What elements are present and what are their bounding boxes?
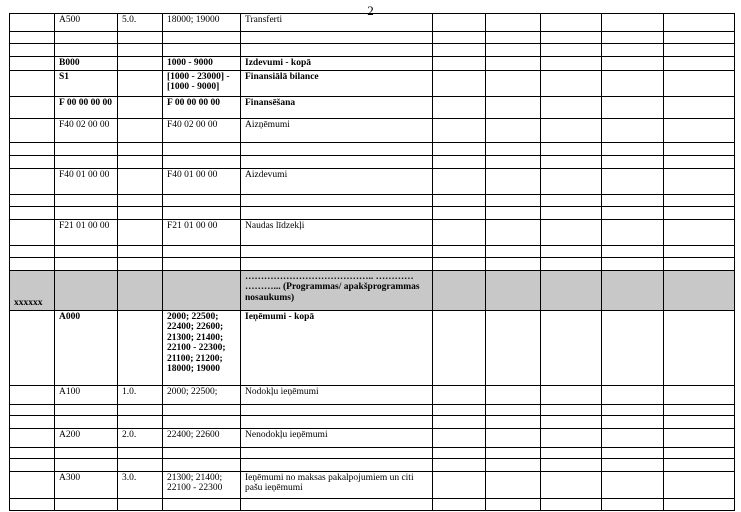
empty-cell <box>541 428 602 447</box>
blank-cell <box>10 44 55 57</box>
code-cell <box>55 404 118 415</box>
empty-cell <box>602 142 664 155</box>
empty-cell <box>486 498 541 510</box>
table-row <box>10 458 735 471</box>
name-cell: ………………………………….. ………… ………... (Programmas/ apakšprogrammas nosaukums) <box>241 270 433 310</box>
empty-cell <box>433 57 486 71</box>
table-row <box>10 245 735 257</box>
name-cell <box>241 155 433 168</box>
name-cell: Ieņēmumi - kopā <box>241 310 433 385</box>
empty-cell <box>602 32 664 44</box>
empty-cell <box>541 206 602 219</box>
empty-cell <box>664 70 735 96</box>
empty-cell <box>602 57 664 71</box>
empty-cell <box>541 142 602 155</box>
code-cell <box>55 32 118 44</box>
empty-cell <box>664 32 735 44</box>
table-row <box>10 14 735 32</box>
empty-cell <box>486 458 541 471</box>
section-cell <box>118 458 163 471</box>
blank-cell <box>10 168 55 194</box>
blank-cell <box>10 96 55 118</box>
section-cell <box>118 447 163 458</box>
code-cell <box>55 245 118 257</box>
code-cell <box>55 447 118 458</box>
empty-cell <box>664 194 735 206</box>
name-cell <box>241 257 433 270</box>
blank-cell <box>10 118 55 142</box>
empty-cell <box>541 14 602 32</box>
code-cell <box>55 142 118 155</box>
empty-cell <box>433 44 486 57</box>
empty-cell <box>486 14 541 32</box>
empty-cell <box>541 458 602 471</box>
empty-cell <box>664 415 735 428</box>
blank-cell <box>10 57 55 71</box>
empty-cell <box>602 404 664 415</box>
name-cell <box>241 245 433 257</box>
empty-cell <box>433 14 486 32</box>
empty-cell <box>602 14 664 32</box>
code-cell: A200 <box>55 428 118 447</box>
empty-cell <box>433 206 486 219</box>
empty-cell <box>541 385 602 404</box>
empty-cell <box>541 96 602 118</box>
empty-cell <box>664 447 735 458</box>
table-row <box>10 206 735 219</box>
empty-cell <box>664 206 735 219</box>
table-row <box>10 385 735 404</box>
empty-cell <box>433 96 486 118</box>
empty-cell <box>664 270 735 310</box>
empty-cell <box>486 404 541 415</box>
empty-cell <box>433 447 486 458</box>
empty-cell <box>433 471 486 498</box>
empty-cell <box>486 168 541 194</box>
range-cell: F 00 00 00 00 <box>163 96 241 118</box>
section-cell: 5.0. <box>118 14 163 32</box>
blank-cell <box>10 206 55 219</box>
table-row <box>10 498 735 510</box>
section-cell <box>118 32 163 44</box>
name-cell <box>241 44 433 57</box>
empty-cell <box>541 270 602 310</box>
section-cell <box>118 96 163 118</box>
empty-cell <box>433 32 486 44</box>
empty-cell <box>602 219 664 245</box>
empty-cell <box>486 219 541 245</box>
range-cell: F40 02 00 00 <box>163 118 241 142</box>
empty-cell <box>602 155 664 168</box>
empty-cell <box>602 458 664 471</box>
empty-cell <box>602 498 664 510</box>
section-cell <box>118 245 163 257</box>
range-cell <box>163 44 241 57</box>
code-cell: A000 <box>55 310 118 385</box>
name-cell: Nodokļu ieņēmumi <box>241 385 433 404</box>
empty-cell <box>664 498 735 510</box>
empty-cell <box>486 447 541 458</box>
table-row <box>10 270 735 310</box>
range-cell: F40 01 00 00 <box>163 168 241 194</box>
range-cell: [1000 - 23000] - [1000 - 9000] <box>163 70 241 96</box>
section-cell <box>118 118 163 142</box>
empty-cell <box>602 44 664 57</box>
empty-cell <box>486 142 541 155</box>
name-cell: Aizdevumi <box>241 168 433 194</box>
name-cell: Ieņēmumi no maksas pakalpojumiem un citi pašu ieņēmumi <box>241 471 433 498</box>
name-cell <box>241 142 433 155</box>
blank-cell <box>10 428 55 447</box>
empty-cell <box>433 458 486 471</box>
code-cell <box>55 498 118 510</box>
empty-cell <box>664 57 735 71</box>
empty-cell <box>486 155 541 168</box>
table-row <box>10 404 735 415</box>
code-cell <box>55 415 118 428</box>
empty-cell <box>433 404 486 415</box>
page-number: 2 <box>367 3 374 18</box>
section-cell <box>118 219 163 245</box>
empty-cell <box>664 118 735 142</box>
empty-cell <box>541 194 602 206</box>
range-cell <box>163 245 241 257</box>
section-cell <box>118 57 163 71</box>
name-cell <box>241 32 433 44</box>
empty-cell <box>541 57 602 71</box>
table-row <box>10 310 735 385</box>
empty-cell <box>664 404 735 415</box>
range-cell <box>163 415 241 428</box>
section-cell: 2.0. <box>118 428 163 447</box>
empty-cell <box>486 32 541 44</box>
empty-cell <box>541 498 602 510</box>
empty-cell <box>541 44 602 57</box>
empty-cell <box>433 415 486 428</box>
empty-cell <box>433 142 486 155</box>
name-cell <box>241 498 433 510</box>
table-row <box>10 168 735 194</box>
code-cell: B000 <box>55 57 118 71</box>
empty-cell <box>486 57 541 71</box>
empty-cell <box>602 96 664 118</box>
empty-cell <box>433 257 486 270</box>
range-cell: 1000 - 9000 <box>163 57 241 71</box>
table-row <box>10 70 735 96</box>
section-cell <box>118 270 163 310</box>
empty-cell <box>664 44 735 57</box>
empty-cell <box>664 428 735 447</box>
blank-cell <box>10 14 55 32</box>
empty-cell <box>433 168 486 194</box>
blank-cell <box>10 471 55 498</box>
empty-cell <box>664 310 735 385</box>
code-cell: A500 <box>55 14 118 32</box>
empty-cell <box>602 447 664 458</box>
section-cell <box>118 415 163 428</box>
section-cell <box>118 194 163 206</box>
empty-cell <box>433 118 486 142</box>
budget-table <box>9 13 735 511</box>
empty-cell <box>433 194 486 206</box>
section-cell: 3.0. <box>118 471 163 498</box>
code-cell: F21 01 00 00 <box>55 219 118 245</box>
empty-cell <box>486 257 541 270</box>
range-cell: 2000; 22500; 22400; 22600; 21300; 21400; 22100 - 22300; 21100; 21200; 18000; 19000 <box>163 310 241 385</box>
range-cell <box>163 458 241 471</box>
blank-cell: xxxxxx <box>10 270 55 310</box>
name-cell <box>241 404 433 415</box>
empty-cell <box>541 447 602 458</box>
empty-cell <box>486 471 541 498</box>
code-cell: A100 <box>55 385 118 404</box>
empty-cell <box>486 415 541 428</box>
blank-cell <box>10 194 55 206</box>
section-cell <box>118 70 163 96</box>
range-cell <box>163 206 241 219</box>
name-cell: Transferti <box>241 14 433 32</box>
empty-cell <box>433 498 486 510</box>
empty-cell <box>541 168 602 194</box>
blank-cell <box>10 257 55 270</box>
blank-cell <box>10 245 55 257</box>
range-cell: 18000; 19000 <box>163 14 241 32</box>
empty-cell <box>664 96 735 118</box>
empty-cell <box>602 245 664 257</box>
table-row <box>10 194 735 206</box>
empty-cell <box>664 219 735 245</box>
empty-cell <box>664 471 735 498</box>
range-cell <box>163 404 241 415</box>
code-cell: S1 <box>55 70 118 96</box>
table-row <box>10 447 735 458</box>
name-cell: Finansiālā bilance <box>241 70 433 96</box>
section-cell <box>118 168 163 194</box>
empty-cell <box>541 257 602 270</box>
table-row <box>10 257 735 270</box>
empty-cell <box>486 428 541 447</box>
blank-cell <box>10 498 55 510</box>
code-cell: F40 01 00 00 <box>55 168 118 194</box>
range-cell <box>163 155 241 168</box>
name-cell: Naudas līdzekļi <box>241 219 433 245</box>
name-cell <box>241 447 433 458</box>
empty-cell <box>664 385 735 404</box>
name-cell <box>241 415 433 428</box>
table-row <box>10 415 735 428</box>
code-cell: F 00 00 00 00 <box>55 96 118 118</box>
empty-cell <box>664 168 735 194</box>
empty-cell <box>433 270 486 310</box>
empty-cell <box>602 168 664 194</box>
section-cell <box>118 44 163 57</box>
blank-cell <box>10 385 55 404</box>
section-cell <box>118 206 163 219</box>
blank-cell <box>10 70 55 96</box>
empty-cell <box>664 257 735 270</box>
range-cell <box>163 142 241 155</box>
code-cell <box>55 206 118 219</box>
empty-cell <box>602 428 664 447</box>
empty-cell <box>541 404 602 415</box>
empty-cell <box>602 206 664 219</box>
empty-cell <box>433 428 486 447</box>
section-cell: 1.0. <box>118 385 163 404</box>
code-cell <box>55 257 118 270</box>
code-cell <box>55 458 118 471</box>
empty-cell <box>664 245 735 257</box>
empty-cell <box>433 155 486 168</box>
table-row <box>10 57 735 71</box>
name-cell: Nenodokļu ieņēmumi <box>241 428 433 447</box>
code-cell <box>55 194 118 206</box>
section-cell <box>118 142 163 155</box>
section-cell <box>118 498 163 510</box>
table-row <box>10 118 735 142</box>
blank-cell <box>10 404 55 415</box>
range-cell: 2000; 22500; <box>163 385 241 404</box>
section-cell <box>118 155 163 168</box>
table-row <box>10 142 735 155</box>
empty-cell <box>602 310 664 385</box>
empty-cell <box>602 118 664 142</box>
empty-cell <box>541 471 602 498</box>
empty-cell <box>602 385 664 404</box>
code-cell <box>55 270 118 310</box>
table-row <box>10 219 735 245</box>
table-row <box>10 96 735 118</box>
name-cell <box>241 458 433 471</box>
table-row <box>10 428 735 447</box>
range-cell <box>163 32 241 44</box>
range-cell <box>163 498 241 510</box>
blank-cell <box>10 219 55 245</box>
empty-cell <box>541 70 602 96</box>
empty-cell <box>433 245 486 257</box>
empty-cell <box>541 118 602 142</box>
blank-cell <box>10 458 55 471</box>
empty-cell <box>486 310 541 385</box>
empty-cell <box>486 245 541 257</box>
table-row <box>10 32 735 44</box>
range-cell <box>163 270 241 310</box>
empty-cell <box>541 219 602 245</box>
empty-cell <box>486 96 541 118</box>
blank-cell <box>10 310 55 385</box>
empty-cell <box>433 219 486 245</box>
section-cell <box>118 404 163 415</box>
name-cell: Aizņēmumi <box>241 118 433 142</box>
range-cell: F21 01 00 00 <box>163 219 241 245</box>
code-cell: F40 02 00 00 <box>55 118 118 142</box>
empty-cell <box>664 142 735 155</box>
empty-cell <box>433 70 486 96</box>
name-cell: Izdevumi - kopā <box>241 57 433 71</box>
empty-cell <box>433 385 486 404</box>
empty-cell <box>602 257 664 270</box>
empty-cell <box>602 70 664 96</box>
name-cell <box>241 194 433 206</box>
empty-cell <box>602 194 664 206</box>
range-cell <box>163 447 241 458</box>
code-cell: A300 <box>55 471 118 498</box>
blank-cell <box>10 142 55 155</box>
section-cell <box>118 257 163 270</box>
name-cell: Finansēšana <box>241 96 433 118</box>
empty-cell <box>541 245 602 257</box>
empty-cell <box>486 70 541 96</box>
name-cell <box>241 206 433 219</box>
empty-cell <box>664 14 735 32</box>
empty-cell <box>602 471 664 498</box>
empty-cell <box>602 415 664 428</box>
blank-cell <box>10 415 55 428</box>
range-cell <box>163 257 241 270</box>
empty-cell <box>664 458 735 471</box>
empty-cell <box>664 155 735 168</box>
empty-cell <box>433 310 486 385</box>
empty-cell <box>486 194 541 206</box>
empty-cell <box>486 385 541 404</box>
empty-cell <box>486 44 541 57</box>
empty-cell <box>541 155 602 168</box>
empty-cell <box>486 118 541 142</box>
empty-cell <box>602 270 664 310</box>
range-cell <box>163 194 241 206</box>
empty-cell <box>541 415 602 428</box>
blank-cell <box>10 447 55 458</box>
code-cell <box>55 155 118 168</box>
empty-cell <box>486 270 541 310</box>
table-row <box>10 471 735 498</box>
table-row <box>10 155 735 168</box>
table-row <box>10 44 735 57</box>
empty-cell <box>541 310 602 385</box>
blank-cell <box>10 32 55 44</box>
code-cell <box>55 44 118 57</box>
range-cell: 21300; 21400; 22100 - 22300 <box>163 471 241 498</box>
empty-cell <box>486 206 541 219</box>
section-cell <box>118 310 163 385</box>
range-cell: 22400; 22600 <box>163 428 241 447</box>
blank-cell <box>10 155 55 168</box>
empty-cell <box>541 32 602 44</box>
